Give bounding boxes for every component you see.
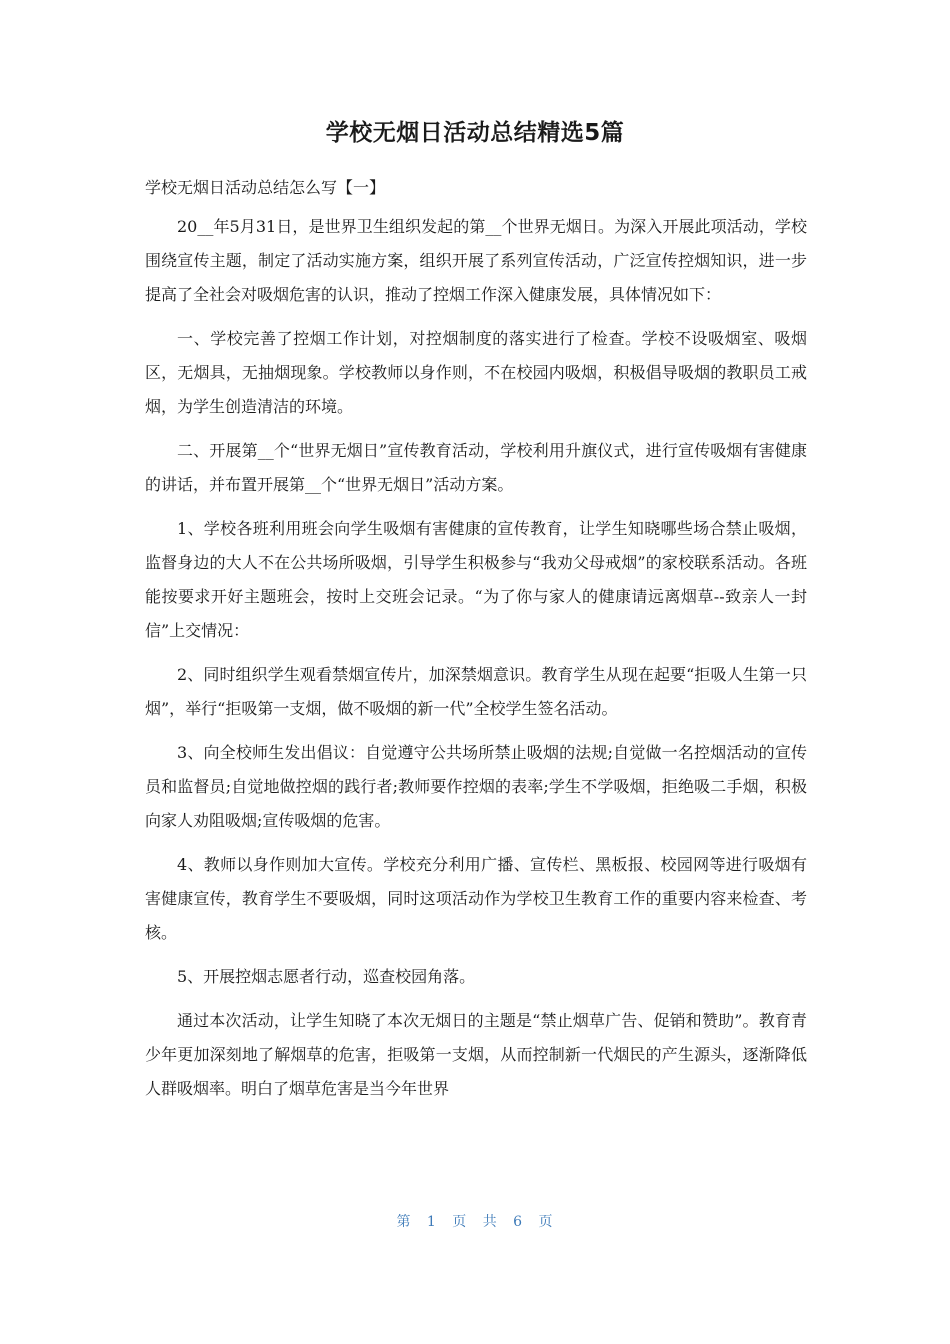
paragraph-item-1: 1、学校各班利用班会向学生吸烟有害健康的宣传教育，让学生知晓哪些场合禁止吸烟，监督身边的大人不在公共场所吸烟，引导学生积极参与“我劝父母戒烟”的家校联系活动。各班能按要求开好主题班会，按时上交班会记录。“为了你与家人的健康请远离烟草--致亲人一封信”上交情况： — [145, 519, 807, 640]
paragraph-item-4: 4、教师以身作则加大宣传。学校充分利用广播、宣传栏、黑板报、校园网等进行吸烟有害健康宣传，教育学生不要吸烟，同时这项活动作为学校卫生教育工作的重要内容来检查、考核。 — [145, 855, 807, 942]
paragraph-item-2: 2、同时组织学生观看禁烟宣传片，加深禁烟意识。教育学生从现在起要“拒吸人生第一只烟”，举行“拒吸第一支烟，做不吸烟的新一代”全校学生签名活动。 — [145, 665, 807, 718]
document-body — [145, 176, 807, 1116]
paragraph-item-3: 3、向全校师生发出倡议：自觉遵守公共场所禁止吸烟的法规;自觉做一名控烟活动的宣传员和监督员;自觉地做控烟的践行者;教师要作控烟的表率;学生不学吸烟，拒绝吸二手烟，积极向家人劝阻吸烟;宣传吸烟的危害。 — [145, 743, 807, 830]
paragraph-item-5: 5、开展控烟志愿者行动，巡查校园角落。 — [177, 967, 476, 986]
section-heading: 学校无烟日活动总结怎么写【一】 — [145, 178, 386, 197]
paragraph-point-one: 一、学校完善了控烟工作计划，对控烟制度的落实进行了检查。学校不设吸烟室、吸烟区，无烟具，无抽烟现象。学校教师以身作则，不在校园内吸烟，积极倡导吸烟的教职员工戒烟，为学生创造清洁的环境。 — [145, 329, 807, 416]
document-title: 学校无烟日活动总结精选5篇 — [325, 120, 625, 146]
paragraph-conclusion: 通过本次活动，让学生知晓了本次无烟日的主题是“禁止烟草广告、促销和赞助”。教育青少年更加深刻地了解烟草的危害，拒吸第一支烟，从而控制新一代烟民的产生源头，逐渐降低人群吸烟率。明白了烟草危害是当今年世界 — [145, 1011, 807, 1098]
page-number-footer: 第 1 页 共 6 页 — [396, 1214, 554, 1230]
paragraph-intro: 20__年5月31日，是世界卫生组织发起的第__个世界无烟日。为深入开展此项活动，学校围绕宣传主题，制定了活动实施方案，组织开展了系列宣传活动，广泛宣传控烟知识，进一步提高了全社会对吸烟危害的认识，推动了控烟工作深入健康发展，具体情况如下： — [145, 217, 807, 304]
paragraph-point-two: 二、开展第__个“世界无烟日”宣传教育活动，学校利用升旗仪式，进行宣传吸烟有害健康的讲话，并布置开展第__个“世界无烟日”活动方案。 — [145, 441, 807, 494]
